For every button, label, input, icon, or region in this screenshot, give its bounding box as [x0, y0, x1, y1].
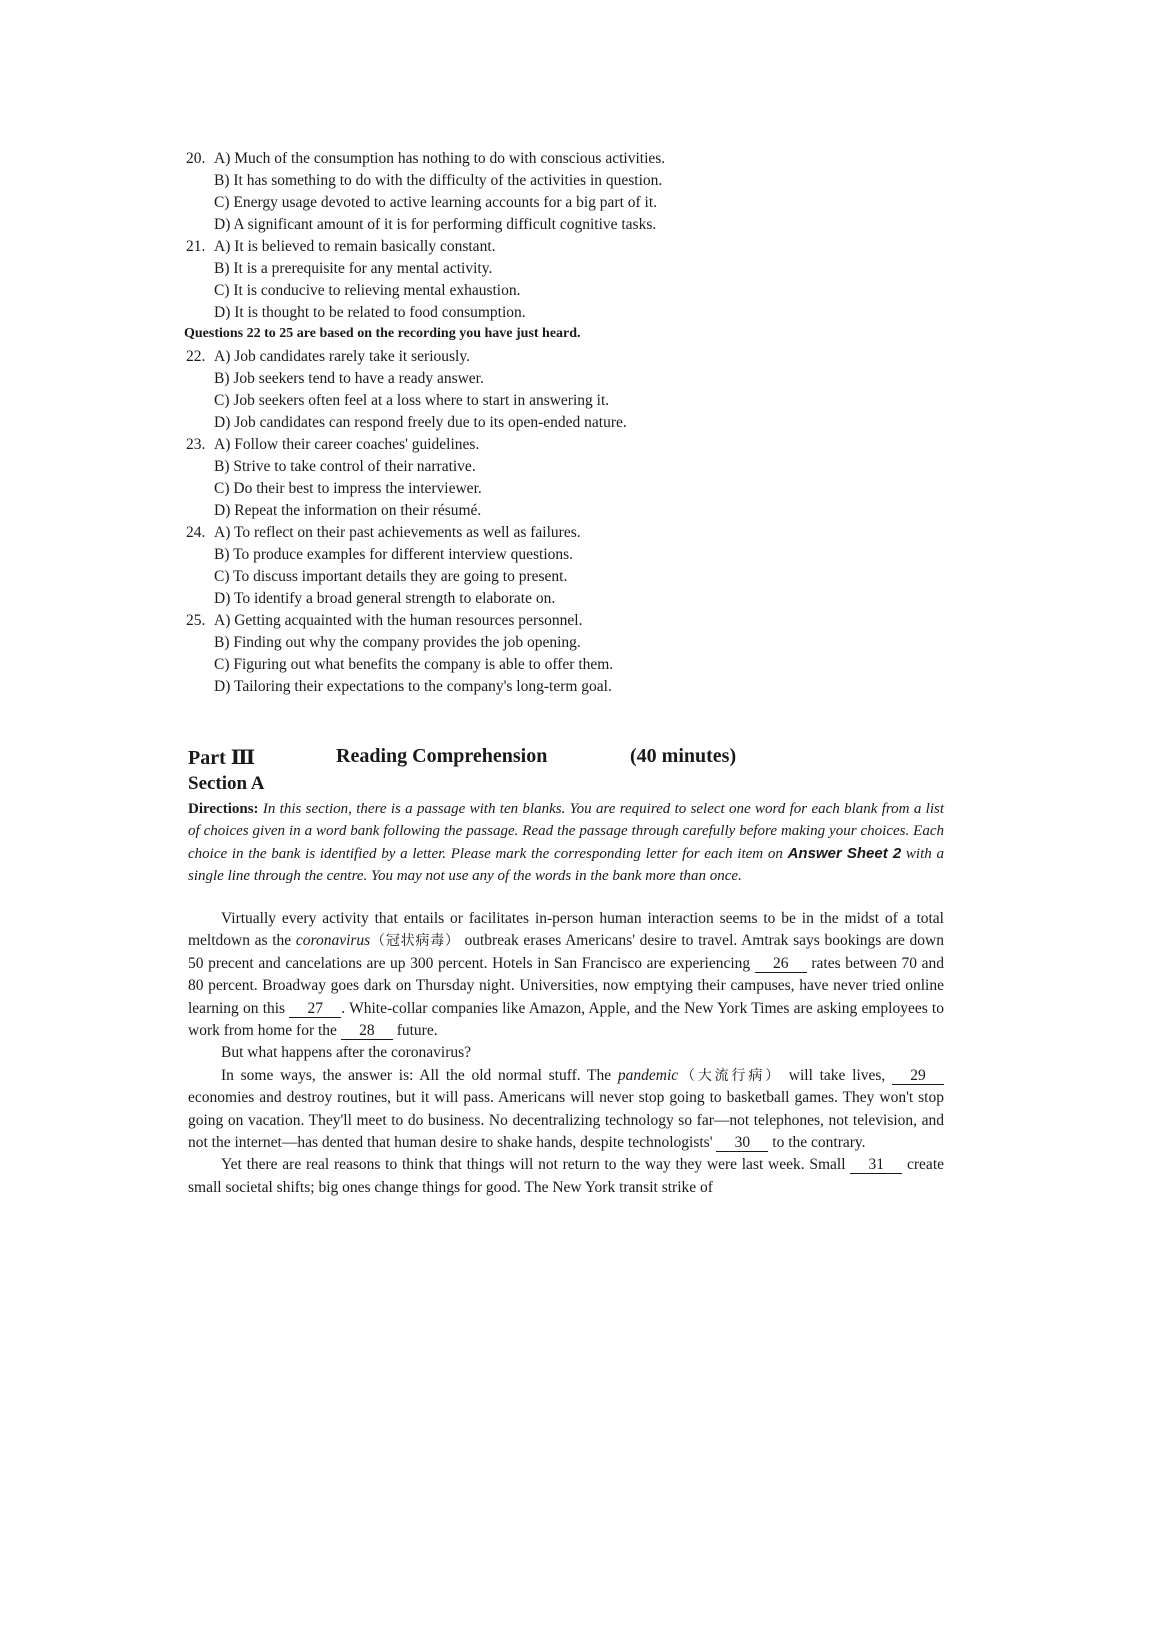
blank-30: 30	[716, 1135, 768, 1152]
option-text: C) To discuss important details they are going to present.	[214, 568, 568, 585]
blank-31: 31	[850, 1157, 902, 1174]
option-text: A) To reflect on their past achievements as well as failures.	[214, 524, 581, 541]
paragraph: Virtually every activity that entails or facilitates in-person human interaction seems to be in the midst of a total meltdown as the coronavirus（冠状病毒） outbreak erases Americans' desire to travel. Amtrak says bookings are down 50 precent and cancelations are up 300 percent. Hotels in San Francisco are experiencing 26 rates between 70 and 80 percent. Broadway goes dark on Thursday night. Universities, now emptying their campuses, have never tried online learning on this 27 . White-collar companies like Amazon, Apple, and the New York Times are asking employees to work from home for the 28 future.	[188, 910, 945, 1040]
option-text: C) It is conducive to relieving mental exhaustion.	[214, 282, 521, 299]
reading-passage	[188, 908, 944, 1199]
option-text: A) Job candidates rarely take it seriously.	[214, 348, 470, 365]
paragraph: Yet there are real reasons to think that things will not return to the way they were last week. Small 31 create small societal shifts; big ones change things for good. The New York transit strike of	[188, 1156, 944, 1196]
gloss-zh: （冠状病毒）	[370, 933, 460, 950]
paragraph: But what happens after the coronavirus?	[221, 1044, 472, 1062]
option-text: B) Job seekers tend to have a ready answer.	[214, 370, 484, 387]
option-text: C) Do their best to impress the interviewer.	[214, 480, 482, 497]
directions-text: In this section, there is a passage with ten blanks. You are required to select one word for each blank from a list of choices given in a word bank following the passage. Read the passage through carefully before making your choices. Each choice in the bank is identified by a letter. Please mark the corresponding letter for each item on	[188, 801, 944, 862]
option-text: B) It is a prerequisite for any mental activity.	[214, 260, 493, 277]
option-text: D) It is thought to be related to food consumption.	[214, 304, 526, 321]
option-text: A) It is believed to remain basically constant.	[214, 238, 496, 255]
blank-27: 27	[289, 1001, 341, 1018]
question-23: 23. A) Follow their career coaches' guidelines.	[186, 436, 480, 453]
term-pandemic: pandemic	[617, 1066, 679, 1084]
question-20: 20. A) Much of the consumption has nothing to do with conscious activities.	[186, 150, 666, 167]
option-text: C) Energy usage devoted to active learning accounts for a big part of it.	[214, 194, 658, 211]
gloss-zh: （大流行病）	[678, 1067, 783, 1084]
option-text: B) Finding out why the company provides the job opening.	[214, 634, 581, 651]
answer-sheet-ref: Answer Sheet 2	[787, 844, 902, 862]
option-text: D) Tailoring their expectations to the company's long-term goal.	[214, 678, 612, 695]
directions-text: with a single line through the centre. You may not use any of the words in the bank more than once.	[188, 845, 944, 885]
option-text: C) Figuring out what benefits the company is able to offer them.	[214, 656, 614, 673]
paragraph: In some ways, the answer is: All the old normal stuff. The pandemic（大流行病） will take lives, 29 economies and destroy routines, but it will pass. Americans will never stop going to basketball games. They won't stop going on vacation. They'll meet to do business. No decentralizing technology so far—not telephones, not television, and not the internet—has dented that human desire to shake hands, despite technologists' 30 to the contrary.	[188, 1066, 944, 1152]
question-25: 25. A) Getting acquainted with the human resources personnel.	[186, 612, 583, 629]
part-label: Part Ⅲ	[188, 747, 256, 769]
option-text: B) It has something to do with the difficulty of the activities in question.	[214, 172, 663, 189]
option-text: D) A significant amount of it is for performing difficult cognitive tasks.	[214, 216, 657, 233]
option-text: A) Follow their career coaches' guidelines.	[214, 436, 480, 453]
section-title: Section A	[188, 773, 265, 794]
question-22: 22. A) Job candidates rarely take it seriously.	[186, 348, 470, 365]
option-text: D) Job candidates can respond freely due to its open-ended nature.	[214, 414, 627, 431]
option-text: A) Much of the consumption has nothing to do with conscious activities.	[214, 150, 666, 167]
question-21: 21. A) It is believed to remain basically constant.	[186, 238, 496, 255]
option-text: A) Getting acquainted with the human resources personnel.	[214, 612, 583, 629]
blank-28: 28	[341, 1023, 393, 1040]
option-text: C) Job seekers often feel at a loss where to start in answering it.	[214, 392, 610, 409]
option-text: B) Strive to take control of their narrative.	[214, 458, 476, 475]
option-text: D) To identify a broad general strength to elaborate on.	[214, 590, 556, 607]
questions-heading: Questions 22 to 25 are based on the recording you have just heard.	[184, 326, 581, 341]
blank-26: 26	[755, 956, 807, 973]
option-text: D) Repeat the information on their résumé.	[214, 502, 482, 519]
directions-lead: Directions:	[188, 801, 259, 817]
directions	[188, 798, 944, 888]
part-time: (40 minutes)	[630, 745, 737, 767]
option-text: B) To produce examples for different interview questions.	[214, 546, 574, 563]
question-24: 24. A) To reflect on their past achievements as well as failures.	[186, 524, 581, 541]
blank-29: 29	[892, 1068, 944, 1085]
part-title: Reading Comprehension	[336, 745, 548, 767]
term-coronavirus: coronavirus	[295, 932, 371, 950]
